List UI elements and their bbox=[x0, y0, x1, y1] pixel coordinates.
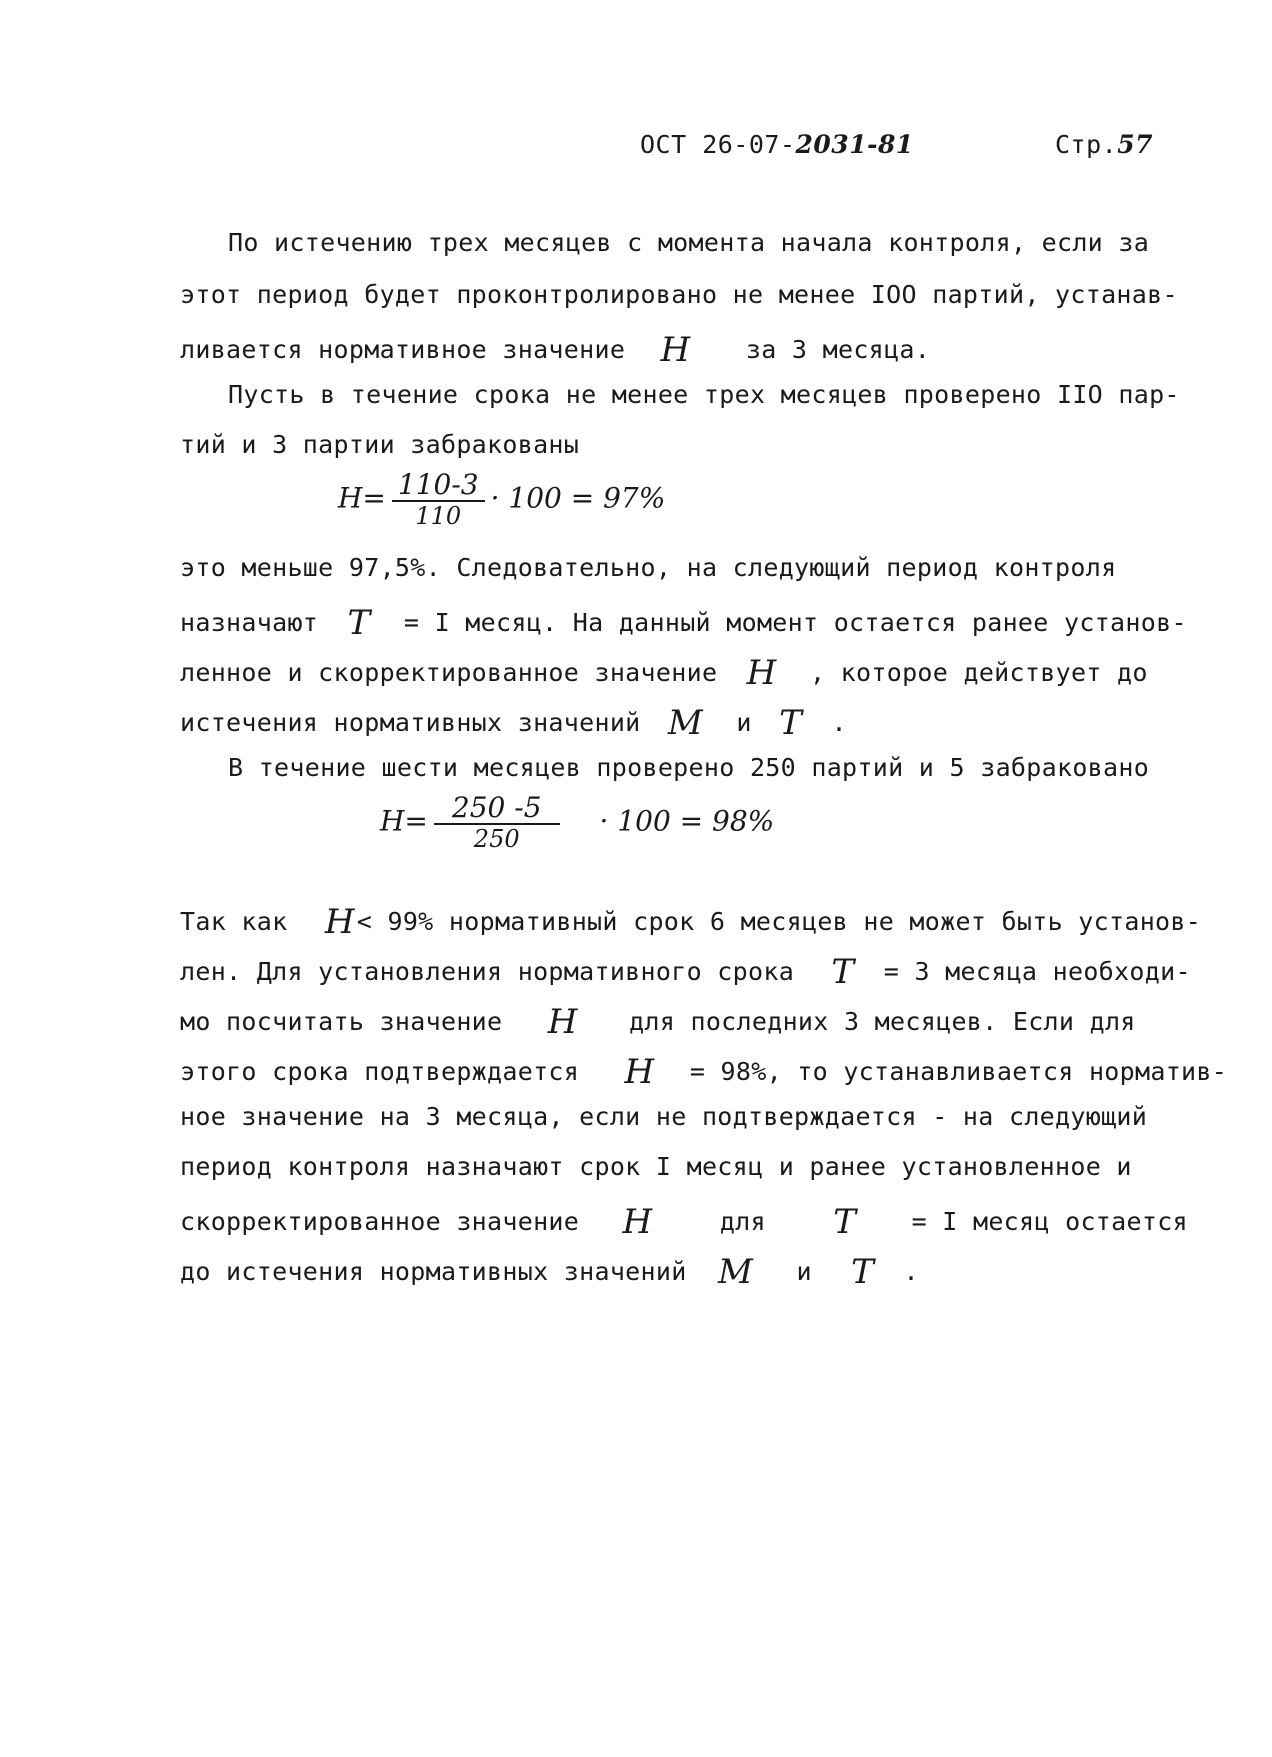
text: скорректированное значение bbox=[180, 1207, 580, 1236]
symbol-h: H bbox=[547, 1002, 578, 1042]
p1-line-3 bbox=[180, 330, 930, 370]
symbol-h: H bbox=[624, 1052, 655, 1092]
p5-line-3 bbox=[180, 1002, 1136, 1042]
text: . bbox=[903, 1257, 919, 1286]
p5-line-1 bbox=[180, 902, 1201, 942]
doc-number-handwritten: 2031-81 bbox=[795, 130, 914, 159]
formula-rhs: · 100 = 97% bbox=[490, 481, 666, 515]
formula-fraction bbox=[392, 470, 485, 530]
p3-line-4 bbox=[180, 703, 847, 743]
page-number-handwritten: 57 bbox=[1117, 130, 1154, 159]
formula-numerator: 110-3 bbox=[392, 470, 485, 502]
text: и bbox=[736, 708, 752, 737]
p2-line-2: тий и 3 партии забракованы bbox=[180, 430, 580, 459]
formula-lhs: H= bbox=[338, 481, 386, 515]
p2-line-1: Пусть в течение срока не менее трех месяцев проверено IIO пар- bbox=[228, 380, 1180, 409]
text: назначают bbox=[180, 608, 319, 637]
formula-rhs: · 100 = 98% bbox=[599, 804, 775, 838]
formula-97 bbox=[338, 470, 665, 530]
formula-lhs: H= bbox=[380, 804, 428, 838]
text: ленное и скорректированное значение bbox=[180, 658, 718, 687]
text: Так как bbox=[180, 907, 288, 936]
formula-fraction bbox=[434, 793, 560, 853]
text: ливается нормативное значение bbox=[180, 335, 626, 364]
symbol-h: H bbox=[622, 1202, 653, 1242]
page-prefix: Стр. bbox=[1055, 130, 1118, 159]
text: = 98%, то устанавливается норматив- bbox=[689, 1057, 1228, 1086]
symbol-h: H bbox=[746, 653, 777, 693]
formula-numerator: 250 -5 bbox=[434, 793, 560, 825]
symbol-t: T bbox=[831, 952, 855, 992]
text: = I месяц. На данный момент остается ранее установ- bbox=[403, 608, 1187, 637]
text: для bbox=[719, 1207, 766, 1236]
p5-line-8 bbox=[180, 1252, 919, 1292]
p3-line-3 bbox=[180, 653, 1148, 693]
p4-line-1: В течение шести месяцев проверено 250 партий и 5 забраковано bbox=[228, 753, 1150, 782]
p5-line-6: период контроля назначают срок I месяц и ранее установленное и bbox=[180, 1152, 1132, 1181]
symbol-m: M bbox=[667, 703, 704, 743]
symbol-h: H bbox=[660, 330, 691, 370]
text: для последних 3 месяцев. Если для bbox=[629, 1007, 1136, 1036]
doc-prefix: ОСТ 26-07- bbox=[640, 130, 796, 159]
p1-line-2: этот период будет проконтролировано не менее IOO партий, устанав- bbox=[180, 280, 1178, 309]
text: , которое действует до bbox=[809, 658, 1148, 687]
p3-line-2 bbox=[180, 603, 1187, 643]
document-number bbox=[640, 130, 914, 159]
p1-line-1: По истечению трех месяцев с момента начала контроля, если за bbox=[228, 228, 1150, 257]
formula-denominator: 250 bbox=[473, 825, 520, 853]
text: лен. Для установления нормативного срока bbox=[180, 957, 795, 986]
symbol-m: M bbox=[717, 1252, 754, 1292]
symbol-t: T bbox=[851, 1252, 875, 1292]
p3-line-1: это меньше 97,5%. Следовательно, на следующий период контроля bbox=[180, 553, 1117, 582]
text: до истечения нормативных значений bbox=[180, 1257, 687, 1286]
text: < 99% нормативный срок 6 месяцев не может быть установ- bbox=[356, 907, 1202, 936]
text: мо посчитать значение bbox=[180, 1007, 503, 1036]
symbol-t: T bbox=[347, 603, 371, 643]
symbol-t: T bbox=[779, 703, 803, 743]
text: = I месяц остается bbox=[911, 1207, 1188, 1236]
symbol-t: T bbox=[833, 1202, 857, 1242]
text: истечения нормативных значений bbox=[180, 708, 641, 737]
formula-denominator: 110 bbox=[415, 502, 462, 530]
text: и bbox=[796, 1257, 812, 1286]
page-number bbox=[1055, 130, 1153, 159]
p5-line-7 bbox=[180, 1202, 1188, 1242]
text: = 3 месяца необходи- bbox=[883, 957, 1191, 986]
text: . bbox=[831, 708, 847, 737]
symbol-h: H bbox=[324, 902, 355, 942]
p5-line-4 bbox=[180, 1052, 1227, 1092]
p5-line-2 bbox=[180, 952, 1191, 992]
text: за 3 месяца. bbox=[745, 335, 931, 364]
text: этого срока подтверждается bbox=[180, 1057, 580, 1086]
p5-line-5: ное значение на 3 месяца, если не подтверждается - на следующий bbox=[180, 1102, 1148, 1131]
formula-98 bbox=[380, 793, 774, 853]
